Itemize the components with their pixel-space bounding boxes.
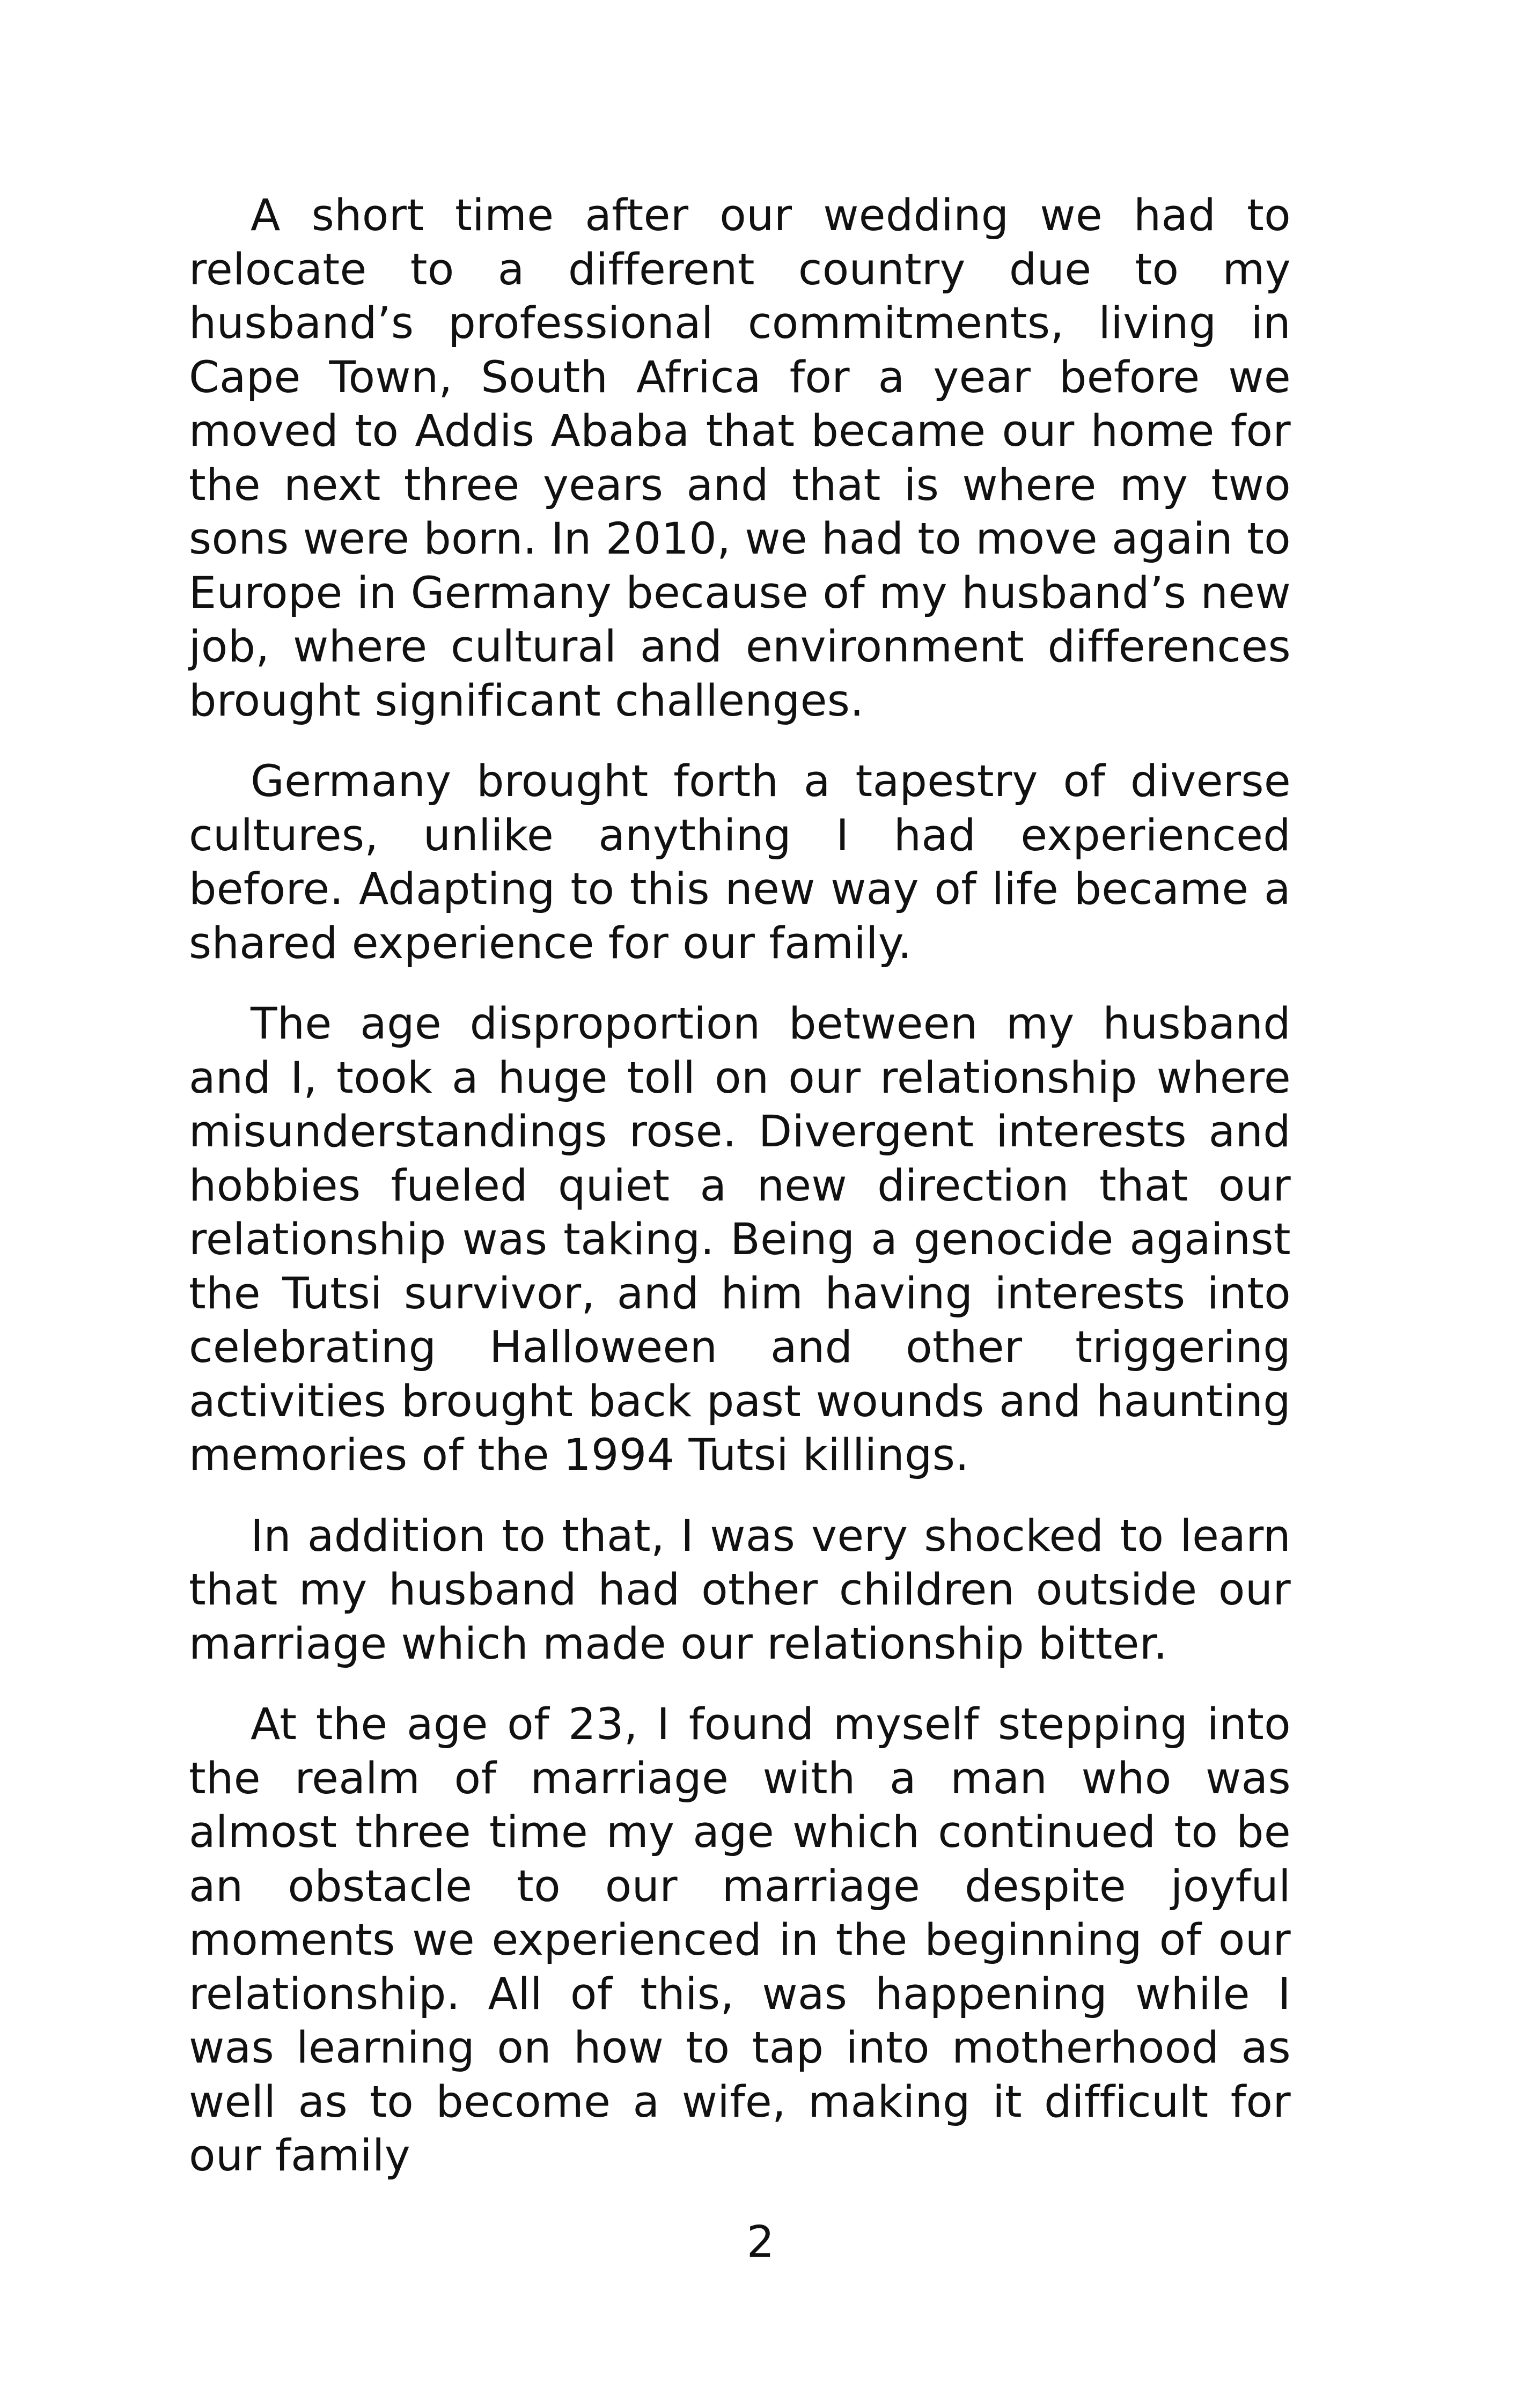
paragraph-1: A short time after our wedding we had to relocate to a different country due to my husband’s professional commitments, living in Cape Town, South Africa for a year before we moved to Addis Ababa that became our home for the next three years and that is where my two sons were born. In 2010, we had to move again to Europe in Germany because of my husband’s new job, where cultural and environment differences brought significant challenges. [189,190,1291,726]
paragraph-2: Germany brought forth a tapestry of diverse cultures, unlike anything I had experienced before. Adapting to this new way of life became a shared experience for our family. [189,756,1291,969]
page-number: 2 [746,2217,775,2267]
paragraph-3: The age disproportion between my husband and I, took a huge toll on our relationship where misunderstandings rose. Divergent interests and hobbies fueled quiet a new direction that our relationship was taking. Being a genocide against the Tutsi survivor, and him having interests into celebrating Halloween and other triggering activities brought back past wounds and haunting memories of the 1994 Tutsi killings. [189,999,1291,1481]
paragraph-4: In addition to that, I was very shocked to learn that my husband had other children outside our marriage which made our relationship bitter. [189,1511,1291,1669]
body-text [189,189,1291,2210]
paragraph-5: At the age of 23, I found myself stepping into the realm of marriage with a man who was almost three time my age which continued to be an obstacle to our marriage despite joyful moments we experienced in the beginning of our relationship. All of this, was happening while I was learning on how to tap into motherhood as well as to become a wife, making it difficult for our family [189,1699,1291,2181]
